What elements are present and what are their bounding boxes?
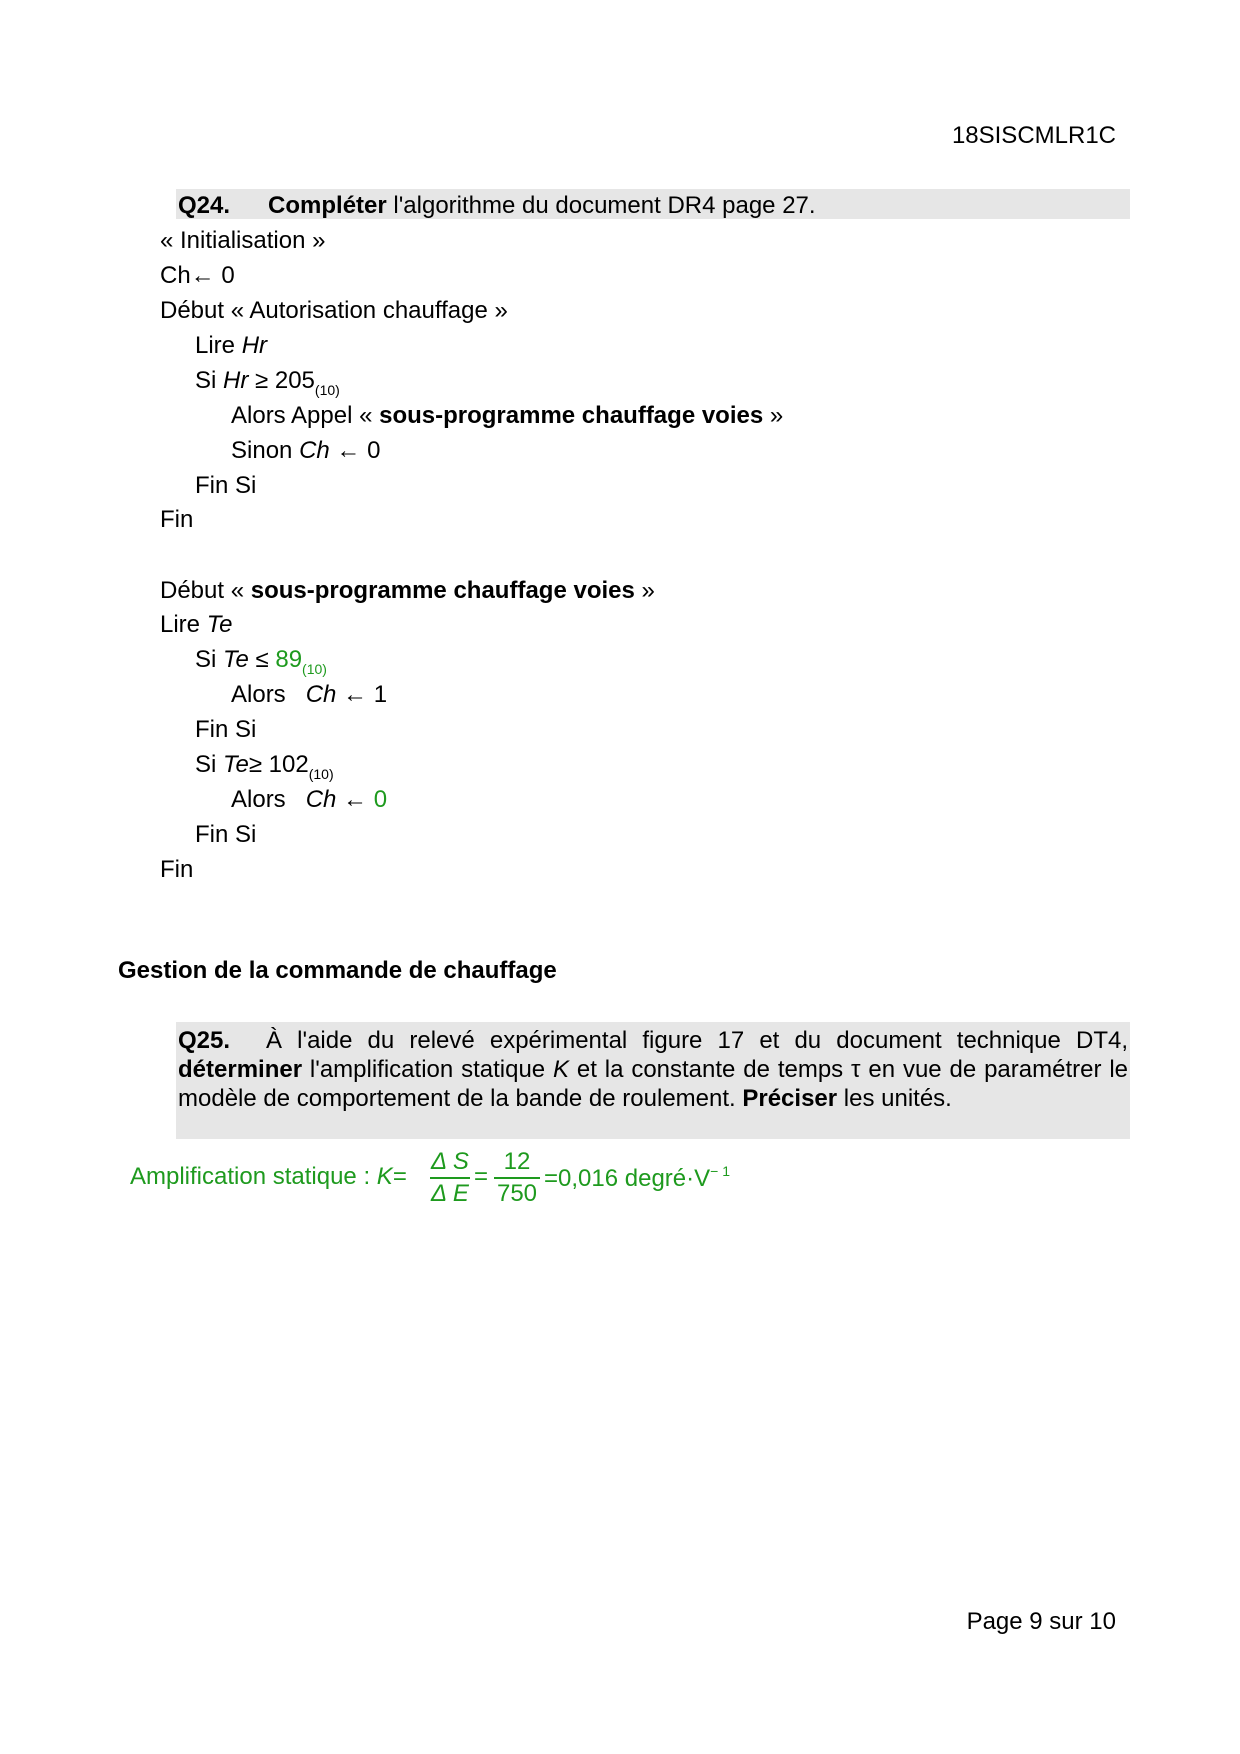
fraction-bar: [430, 1177, 470, 1179]
algo-line-alors: Alors Appel « sous-programme chauffage voies »: [231, 402, 784, 429]
algo2-line-si1: Si $Te \le 89_{(10)}$: [195, 646, 327, 677]
question-number: Q25.: [178, 1027, 231, 1054]
fraction-numerator-12: 12: [503, 1148, 531, 1175]
section-title: Gestion de la commande de chauffage: [118, 957, 557, 984]
algo2-line-alors1: Alors Ch ← 1: [231, 681, 388, 708]
document-code: 18SISCMLR1C: [951, 122, 1116, 149]
question-number: Q24.: [178, 192, 231, 219]
algo-line-fin: Fin: [160, 506, 194, 533]
answer-value-0: 0: [373, 786, 388, 813]
question-24: [178, 192, 816, 220]
algo-line-lire: Lire Hr: [195, 332, 268, 359]
equals-sign: =: [474, 1163, 489, 1190]
algo2-line-finsi2: Fin Si: [195, 821, 257, 848]
fraction-denominator-delta-e: Δ E: [431, 1180, 469, 1207]
instruction-text: l'algorithme du document DR4 page 27.: [386, 192, 816, 219]
algo-line-debut: Début « Autorisation chauffage »: [160, 297, 508, 324]
fraction-denominator-750: 750: [496, 1180, 538, 1207]
fraction-bar: [494, 1177, 540, 1179]
algo-line-finsi: Fin Si: [195, 472, 257, 499]
algo2-line-lire: Lire Te: [160, 611, 233, 638]
answer-label: Amplification statique : K=: [130, 1163, 407, 1190]
page-number: Page 9 sur 10: [966, 1608, 1116, 1635]
algo-line-init: « Initialisation »: [160, 227, 326, 254]
answer-result: =0,016 $degré\cdot V^{- 1}$: [544, 1163, 730, 1192]
algo-line-si: Si $Hr \ge 205_{(10)}$: [195, 367, 340, 398]
answer-value-89: 89: [275, 646, 303, 673]
algo2-line-si2: Si $Te\ge 102_{(10)}$: [195, 751, 334, 782]
algo2-line-finsi1: Fin Si: [195, 716, 257, 743]
algo-line-ch0: Ch← 0: [160, 262, 235, 289]
question-25: Q25. À l'aide du relevé expérimental figure 17 et du document technique DT4, déterminer l'amplification statique K et la constante de temps τ en vue de paramétrer le modèle de comportement de la bande de roulement. Préciser les unités.: [178, 1027, 1128, 1112]
algo2-line-fin: Fin: [160, 856, 194, 883]
algo2-line-debut: Début « sous-programme chauffage voies »: [160, 577, 655, 604]
fraction-numerator-delta-s: Δ S: [431, 1148, 469, 1175]
algo2-line-alors2: Alors Ch ← 0: [231, 786, 388, 813]
algo-line-sinon: Sinon Ch ← 0: [231, 437, 381, 464]
instruction-verb: Compléter: [268, 192, 387, 219]
